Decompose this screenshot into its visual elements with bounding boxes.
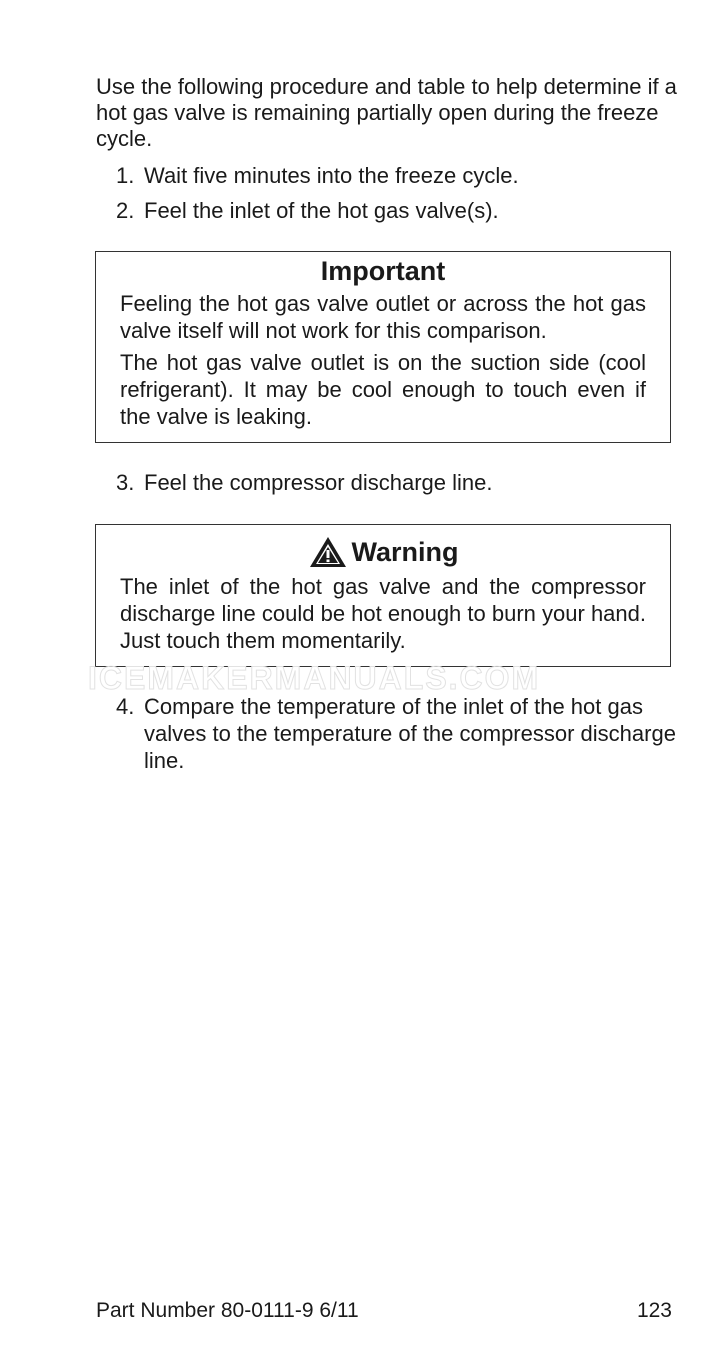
step-number: 2. [116,198,135,223]
step-number: 4. [116,694,135,719]
warning-triangle-icon [308,535,348,569]
warning-notice-box [95,524,671,667]
page-number: 123 [636,1299,672,1322]
step-number: 3. [116,470,135,495]
step-4 [116,693,676,774]
part-number: Part Number 80-0111-9 6/11 [96,1299,359,1322]
warning-title: Warning [351,537,459,567]
important-notice-box [95,251,671,443]
important-paragraph-1: Feeling the hot gas valve outlet or across the hot gas valve itself will not work for this comparison. [120,291,646,343]
step-text: Compare the temperature of the inlet of the hot gas valves to the temperature of the compressor discharge line. [144,694,676,773]
step-text: Wait five minutes into the freeze cycle. [144,163,519,188]
warning-title-row [96,535,670,576]
warning-text: The inlet of the hot gas valve and the compressor discharge line could be hot enough to burn your hand. Just touch them momentarily. [120,574,646,653]
step-text: Feel the inlet of the hot gas valve(s). [144,198,499,223]
step-3 [116,469,676,496]
step-text: Feel the compressor discharge line. [144,470,493,495]
important-paragraph-2: The hot gas valve outlet is on the suction side (cool refrigerant). It may be cool enough to touch even if the valve is leaking. [120,350,646,429]
step-number: 1. [116,163,135,188]
step-1 [116,162,676,189]
step-2 [116,197,676,224]
important-title: Important [320,256,446,286]
watermark: ICEMAKERMANUALS.COM [88,660,541,696]
intro-paragraph: Use the following procedure and table to help determine if a hot gas valve is remaining partially open during the freeze cycle. [96,74,677,151]
